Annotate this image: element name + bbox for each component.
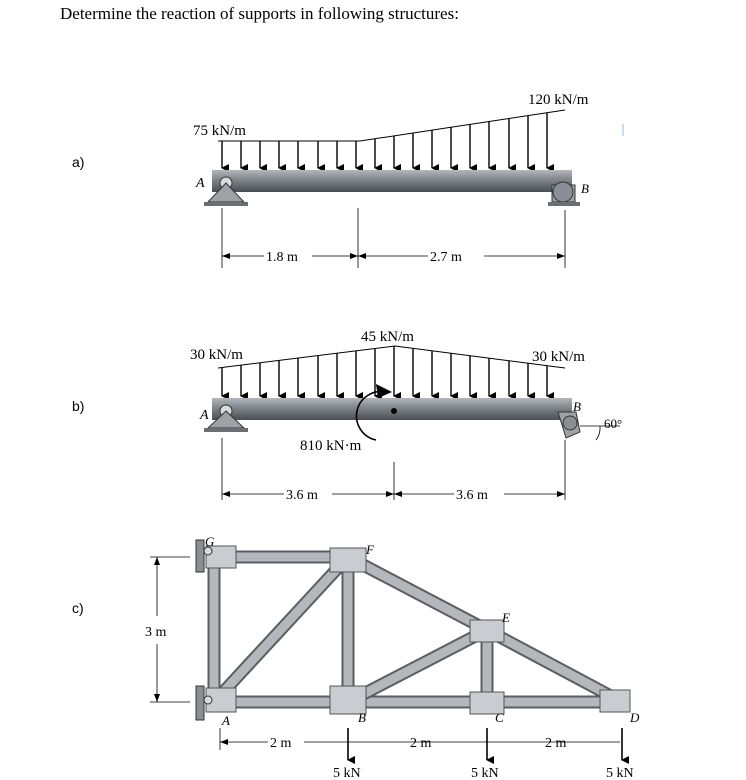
- support-b-label: B: [581, 181, 589, 196]
- roller-support-a: [548, 182, 580, 206]
- load-mid-b: 45 kN/m: [361, 329, 414, 345]
- node-c: C: [495, 710, 504, 725]
- node-e: E: [502, 610, 510, 625]
- dim-left-a: 1.8 m: [266, 250, 298, 265]
- moment-label: 810 kN·m: [300, 438, 362, 454]
- load-profile-a: [218, 110, 565, 141]
- dim-right-b: 3.6 m: [456, 488, 488, 503]
- load-c: 5 kN: [471, 766, 499, 780]
- span-2: 2 m: [410, 736, 432, 751]
- dimension-b: [222, 438, 565, 500]
- truss-c: [145, 534, 640, 780]
- dim-right-a: 2.7 m: [430, 250, 462, 265]
- span-1: 2 m: [270, 736, 292, 751]
- truss-member: [348, 630, 487, 702]
- part-a-label: a): [72, 154, 85, 170]
- moment-point: [391, 408, 397, 414]
- load-right-a: 120 kN/m: [528, 92, 589, 108]
- gusset-plates: [206, 546, 630, 714]
- load-d: 5 kN: [606, 766, 634, 780]
- load-profile-b: [218, 346, 565, 368]
- load-arrows-a: [222, 113, 547, 168]
- part-b-label: b): [72, 398, 85, 414]
- support-a-label: A: [196, 176, 205, 191]
- span-3: 2 m: [545, 736, 567, 751]
- node-b: B: [358, 710, 366, 725]
- node-g: G: [205, 534, 215, 549]
- beam-a: [193, 92, 623, 268]
- support-a-label-b: A: [200, 408, 209, 423]
- node-f: F: [366, 542, 374, 557]
- load-right-b: 30 kN/m: [532, 349, 585, 365]
- moment-arrowhead: [376, 384, 392, 398]
- part-c-label: c): [72, 600, 84, 616]
- load-left-b: 30 kN/m: [190, 347, 243, 363]
- support-b-label-b: B: [573, 399, 581, 414]
- height-label: 3 m: [145, 625, 167, 640]
- dim-left-b: 3.6 m: [286, 488, 318, 503]
- node-a: A: [222, 713, 230, 728]
- problem-title: Determine the reaction of supports in following structures:: [60, 4, 459, 23]
- beam-a-body: [212, 170, 572, 192]
- node-d: D: [630, 710, 640, 725]
- beam-b: [190, 329, 622, 503]
- truss-member: [348, 557, 487, 630]
- angle-label: 60°: [604, 416, 623, 431]
- load-b: 5 kN: [333, 766, 361, 780]
- truss-members: [214, 557, 622, 702]
- point-loads: [348, 728, 622, 760]
- truss-member: [214, 557, 348, 702]
- load-left-a: 75 kN/m: [193, 123, 246, 139]
